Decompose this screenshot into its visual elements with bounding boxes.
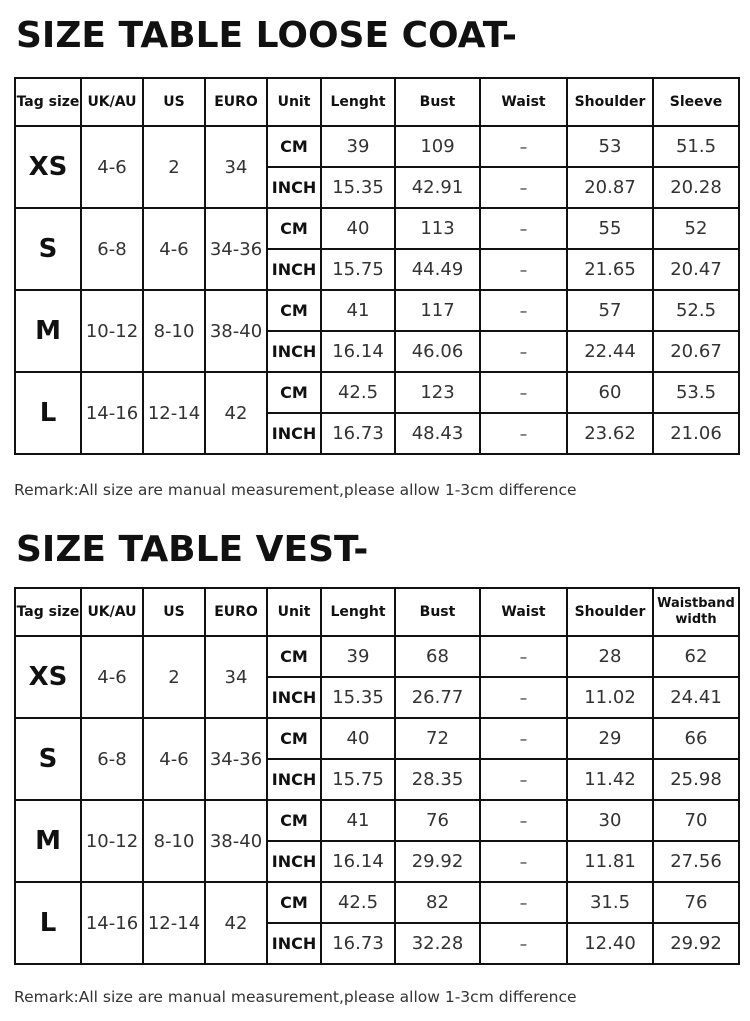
bust-cell: 113 <box>395 208 480 249</box>
shoulder-cell: 11.42 <box>567 759 653 800</box>
us-cell: 4-6 <box>143 718 205 800</box>
table-header-row <box>15 78 739 126</box>
unit-cell: CM <box>267 126 321 167</box>
waistband-width-cell: 29.92 <box>653 923 739 964</box>
waistband-width-cell: 66 <box>653 718 739 759</box>
unit-cell: CM <box>267 800 321 841</box>
header-shoulder: Shoulder <box>567 78 653 126</box>
unit-cell: INCH <box>267 923 321 964</box>
sleeve-cell: 20.67 <box>653 331 739 372</box>
uk-au-cell: 10-12 <box>81 290 143 372</box>
table-row <box>15 208 739 249</box>
euro-cell: 34-36 <box>205 718 267 800</box>
uk-au-cell: 6-8 <box>81 718 143 800</box>
tag-size-cell: XS <box>15 126 81 208</box>
shoulder-cell: 20.87 <box>567 167 653 208</box>
sleeve-cell: 53.5 <box>653 372 739 413</box>
length-cell: 40 <box>321 718 395 759</box>
unit-cell: CM <box>267 290 321 331</box>
tag-size-cell: L <box>15 372 81 454</box>
bust-cell: 72 <box>395 718 480 759</box>
header-length: Lenght <box>321 78 395 126</box>
length-cell: 40 <box>321 208 395 249</box>
bust-cell: 32.28 <box>395 923 480 964</box>
tag-size-cell: XS <box>15 636 81 718</box>
header-bust: Bust <box>395 78 480 126</box>
waist-cell: – <box>480 800 567 841</box>
shoulder-cell: 22.44 <box>567 331 653 372</box>
header-sleeve: Sleeve <box>653 78 739 126</box>
unit-cell: CM <box>267 636 321 677</box>
waistband-width-cell: 62 <box>653 636 739 677</box>
shoulder-cell: 23.62 <box>567 413 653 454</box>
waistband-width-cell: 76 <box>653 882 739 923</box>
euro-cell: 42 <box>205 372 267 454</box>
header-waistband-width: Waistband width <box>653 588 739 636</box>
shoulder-cell: 53 <box>567 126 653 167</box>
length-cell: 16.14 <box>321 331 395 372</box>
unit-cell: INCH <box>267 331 321 372</box>
waist-cell: – <box>480 759 567 800</box>
coat-remark: Remark:All size are manual measurement,please allow 1-3cm difference <box>14 481 577 499</box>
table-row <box>15 372 739 413</box>
header-us: US <box>143 588 205 636</box>
length-cell: 41 <box>321 800 395 841</box>
waistband-width-cell: 70 <box>653 800 739 841</box>
header-uk-au: UK/AU <box>81 588 143 636</box>
shoulder-cell: 31.5 <box>567 882 653 923</box>
tag-size-cell: L <box>15 882 81 964</box>
vest-table-title: SIZE TABLE VEST- <box>16 529 369 570</box>
header-euro: EURO <box>205 78 267 126</box>
shoulder-cell: 57 <box>567 290 653 331</box>
shoulder-cell: 12.40 <box>567 923 653 964</box>
unit-cell: INCH <box>267 759 321 800</box>
sleeve-cell: 51.5 <box>653 126 739 167</box>
unit-cell: INCH <box>267 413 321 454</box>
sleeve-cell: 21.06 <box>653 413 739 454</box>
sleeve-cell: 52.5 <box>653 290 739 331</box>
header-shoulder: Shoulder <box>567 588 653 636</box>
waist-cell: – <box>480 372 567 413</box>
bust-cell: 48.43 <box>395 413 480 454</box>
tag-size-cell: M <box>15 290 81 372</box>
waist-cell: – <box>480 208 567 249</box>
length-cell: 16.73 <box>321 923 395 964</box>
header-tag-size: Tag size <box>15 588 81 636</box>
header-length: Lenght <box>321 588 395 636</box>
bust-cell: 68 <box>395 636 480 677</box>
bust-cell: 82 <box>395 882 480 923</box>
length-cell: 42.5 <box>321 882 395 923</box>
waistband-width-cell: 24.41 <box>653 677 739 718</box>
us-cell: 12-14 <box>143 372 205 454</box>
waist-cell: – <box>480 882 567 923</box>
header-waist: Waist <box>480 588 567 636</box>
length-cell: 41 <box>321 290 395 331</box>
header-waist: Waist <box>480 78 567 126</box>
us-cell: 8-10 <box>143 800 205 882</box>
header-unit: Unit <box>267 588 321 636</box>
table-row <box>15 882 739 923</box>
sleeve-cell: 20.47 <box>653 249 739 290</box>
euro-cell: 34 <box>205 636 267 718</box>
vest-size-table <box>14 587 740 965</box>
header-tag-size: Tag size <box>15 78 81 126</box>
waist-cell: – <box>480 331 567 372</box>
length-cell: 15.35 <box>321 677 395 718</box>
tag-size-cell: M <box>15 800 81 882</box>
table-row <box>15 800 739 841</box>
unit-cell: CM <box>267 718 321 759</box>
waistband-width-cell: 27.56 <box>653 841 739 882</box>
shoulder-cell: 11.02 <box>567 677 653 718</box>
us-cell: 12-14 <box>143 882 205 964</box>
unit-cell: CM <box>267 372 321 413</box>
table-row <box>15 718 739 759</box>
shoulder-cell: 30 <box>567 800 653 841</box>
bust-cell: 44.49 <box>395 249 480 290</box>
length-cell: 15.75 <box>321 249 395 290</box>
bust-cell: 28.35 <box>395 759 480 800</box>
length-cell: 39 <box>321 126 395 167</box>
shoulder-cell: 21.65 <box>567 249 653 290</box>
shoulder-cell: 11.81 <box>567 841 653 882</box>
waist-cell: – <box>480 290 567 331</box>
header-bust: Bust <box>395 588 480 636</box>
bust-cell: 76 <box>395 800 480 841</box>
unit-cell: CM <box>267 208 321 249</box>
header-unit: Unit <box>267 78 321 126</box>
us-cell: 4-6 <box>143 208 205 290</box>
unit-cell: INCH <box>267 167 321 208</box>
tag-size-cell: S <box>15 208 81 290</box>
waist-cell: – <box>480 677 567 718</box>
uk-au-cell: 4-6 <box>81 636 143 718</box>
shoulder-cell: 55 <box>567 208 653 249</box>
length-cell: 16.73 <box>321 413 395 454</box>
length-cell: 15.35 <box>321 167 395 208</box>
euro-cell: 34 <box>205 126 267 208</box>
uk-au-cell: 14-16 <box>81 882 143 964</box>
waist-cell: – <box>480 167 567 208</box>
bust-cell: 46.06 <box>395 331 480 372</box>
euro-cell: 34-36 <box>205 208 267 290</box>
bust-cell: 109 <box>395 126 480 167</box>
bust-cell: 42.91 <box>395 167 480 208</box>
length-cell: 15.75 <box>321 759 395 800</box>
unit-cell: INCH <box>267 677 321 718</box>
us-cell: 8-10 <box>143 290 205 372</box>
shoulder-cell: 28 <box>567 636 653 677</box>
euro-cell: 38-40 <box>205 290 267 372</box>
vest-remark: Remark:All size are manual measurement,please allow 1-3cm difference <box>14 988 577 1006</box>
coat-size-table <box>14 77 740 455</box>
us-cell: 2 <box>143 636 205 718</box>
euro-cell: 42 <box>205 882 267 964</box>
bust-cell: 26.77 <box>395 677 480 718</box>
waist-cell: – <box>480 718 567 759</box>
shoulder-cell: 60 <box>567 372 653 413</box>
uk-au-cell: 10-12 <box>81 800 143 882</box>
waist-cell: – <box>480 923 567 964</box>
uk-au-cell: 4-6 <box>81 126 143 208</box>
uk-au-cell: 14-16 <box>81 372 143 454</box>
waist-cell: – <box>480 841 567 882</box>
unit-cell: INCH <box>267 841 321 882</box>
unit-cell: INCH <box>267 249 321 290</box>
bust-cell: 117 <box>395 290 480 331</box>
length-cell: 39 <box>321 636 395 677</box>
table-row <box>15 126 739 167</box>
waistband-width-cell: 25.98 <box>653 759 739 800</box>
header-uk-au: UK/AU <box>81 78 143 126</box>
bust-cell: 123 <box>395 372 480 413</box>
waist-cell: – <box>480 249 567 290</box>
table-header-row <box>15 588 739 636</box>
sleeve-cell: 20.28 <box>653 167 739 208</box>
header-us: US <box>143 78 205 126</box>
waist-cell: – <box>480 413 567 454</box>
coat-table-title: SIZE TABLE LOOSE COAT- <box>16 15 517 56</box>
waist-cell: – <box>480 636 567 677</box>
us-cell: 2 <box>143 126 205 208</box>
sleeve-cell: 52 <box>653 208 739 249</box>
uk-au-cell: 6-8 <box>81 208 143 290</box>
unit-cell: CM <box>267 882 321 923</box>
header-euro: EURO <box>205 588 267 636</box>
table-row <box>15 636 739 677</box>
bust-cell: 29.92 <box>395 841 480 882</box>
tag-size-cell: S <box>15 718 81 800</box>
table-row <box>15 290 739 331</box>
shoulder-cell: 29 <box>567 718 653 759</box>
waist-cell: – <box>480 126 567 167</box>
length-cell: 16.14 <box>321 841 395 882</box>
euro-cell: 38-40 <box>205 800 267 882</box>
length-cell: 42.5 <box>321 372 395 413</box>
